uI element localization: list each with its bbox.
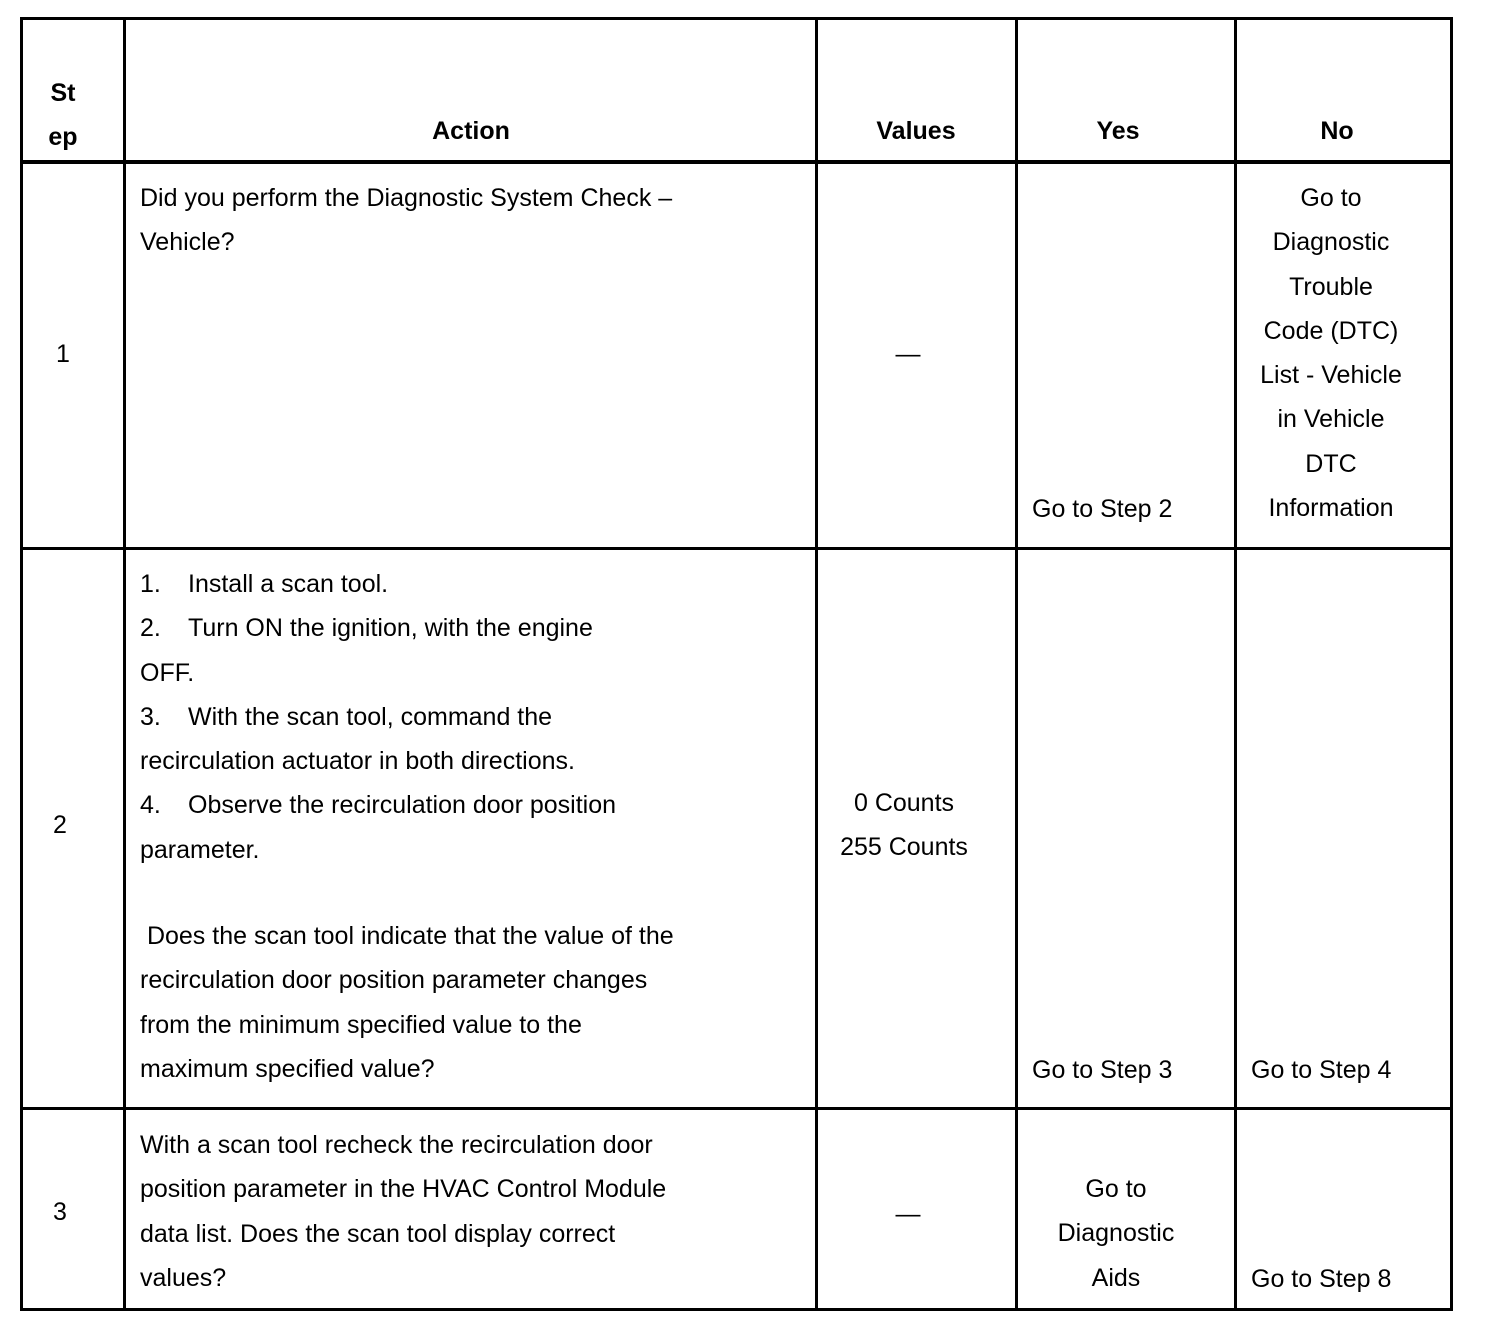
action-item-1: 1. Install a scan tool. bbox=[140, 570, 389, 598]
row1-step: 1 bbox=[56, 340, 70, 368]
row3-step: 3 bbox=[53, 1198, 67, 1226]
row3-values: — bbox=[895, 1200, 921, 1228]
row3-action: With a scan tool recheck the recirculation door position parameter in the HVAC Control Module data list. Does the scan tool display correct values? bbox=[140, 1131, 667, 1292]
header-values: Values bbox=[876, 117, 956, 145]
row1-yes: Go to Step 2 bbox=[1032, 495, 1173, 523]
row3-yes: Go to Diagnostic Aids bbox=[1057, 1175, 1175, 1292]
row2-question: Does the scan tool indicate that the value of the bbox=[140, 922, 674, 951]
action-item-3: 3. With the scan tool, command the bbox=[140, 702, 553, 731]
action-item-2: 2. Turn ON the ignition, with the engine bbox=[140, 614, 593, 643]
row2-step: 2 bbox=[53, 811, 67, 839]
row1-values: — bbox=[895, 340, 921, 368]
header-action: Action bbox=[432, 117, 510, 145]
action-item-4: 4. Observe the recirculation door position bbox=[140, 791, 617, 820]
row2-no: Go to Step 4 bbox=[1251, 1056, 1392, 1084]
row2-action: 1. Install a scan tool. 2. Turn ON the ignition, with the engine OFF. 3. With the scan tool, command the recirculation actuator in both directions. 4. Observe the recirculation door position parameter. Does the scan tool indicate that the value of the recirculation door position parameter changes from the minimum specified value to the maximum specified value? bbox=[140, 562, 674, 1091]
row2-values: 0 Counts 255 Counts bbox=[840, 789, 968, 862]
col-divider-1 bbox=[123, 20, 126, 1308]
row1-no: Go to Diagnostic Trouble Code (DTC) List - Vehicle in Vehicle DTC Information bbox=[1260, 184, 1402, 523]
col-divider-3 bbox=[1015, 20, 1018, 1308]
row3-no: Go to Step 8 bbox=[1251, 1265, 1392, 1293]
header-step: St ep bbox=[48, 79, 78, 152]
row2-yes: Go to Step 3 bbox=[1032, 1056, 1173, 1084]
col-divider-2 bbox=[815, 20, 818, 1308]
header-yes: Yes bbox=[1096, 117, 1140, 145]
row1-action: Did you perform the Diagnostic System Check – Vehicle? bbox=[140, 184, 673, 257]
header-no: No bbox=[1320, 117, 1354, 145]
